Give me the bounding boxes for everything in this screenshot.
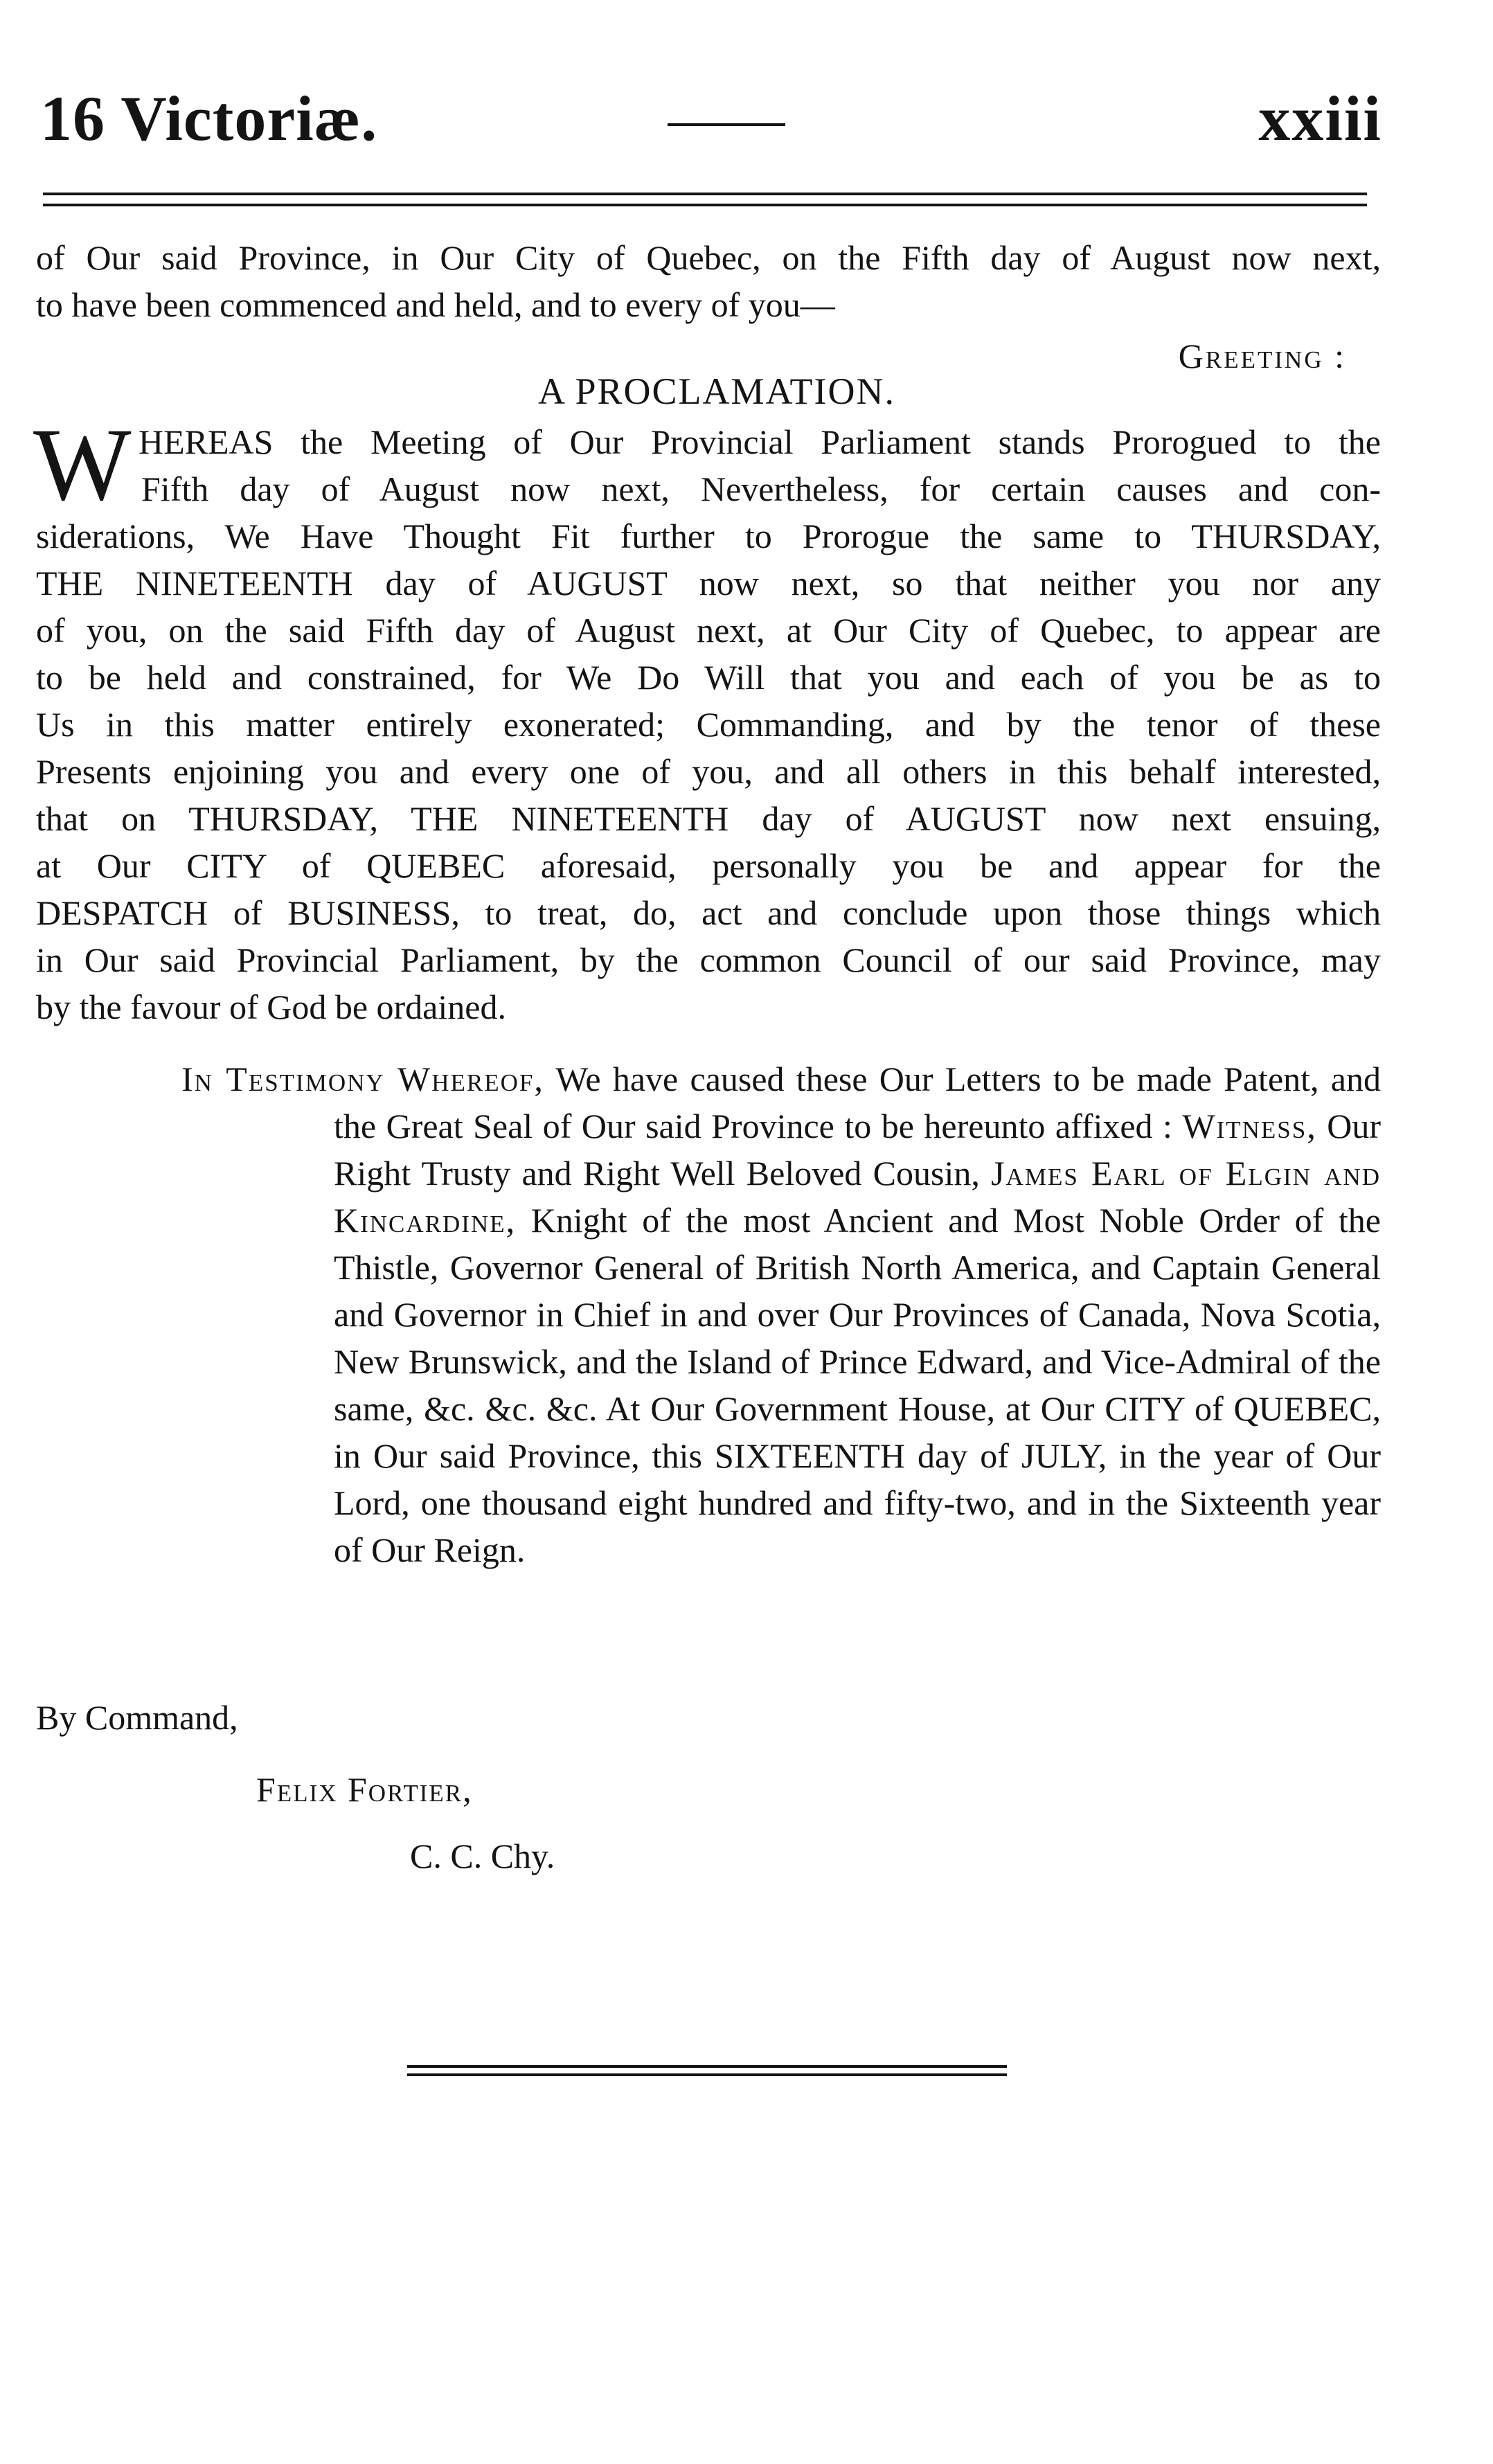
proclamation-line-8: Presents enjoining you and every one of you, and all others in this behalf interested, — [36, 752, 1381, 791]
opening-line-2: to have been commenced and held, and to every of you— — [36, 285, 835, 324]
testimony-text-3: Knight of the most Ancient and Most Noble Order of the Thistle, Governor General of British North America, and Captain General and Governor in Chief in and over Our Provinces of Canada, Nova Scotia, New Brunswick, and the Island of Prince Edward, and Vice-Admiral of the same, &c. &c. &c. At Our Government House, at Our CITY of QUEBEC, in Our said Province, this SIXTEENTH day of JULY, in the year of Our Lord, one thousand eight hundred and fifty-two, and in the Sixteenth year of Our Reign. — [334, 1201, 1381, 1569]
proclamation-line-4: THE NINETEENTH day of AUGUST now next, so that neither you nor any — [36, 564, 1381, 602]
proclamation-title: A PROCLAMATION. — [537, 371, 896, 412]
proclamation-line-11: DESPATCH of BUSINESS, to treat, do, act and conclude upon those things which — [36, 893, 1381, 932]
proclamation-line-10: at Our CITY of QUEBEC aforesaid, personally you be and appear for the — [36, 846, 1381, 885]
proclamation-line-13: by the favour of God be ordained. — [36, 988, 506, 1026]
testimony-text-1: We have caused these Our Letters to be made Patent, and the Great Seal of Our said Province to be hereunto affixed : — [334, 1060, 1381, 1145]
proclamation-line-9: that on THURSDAY, THE NINETEENTH day of AUGUST now next ensuing, — [36, 799, 1381, 838]
signer-name: Felix Fortier, — [256, 1770, 473, 1809]
proclamation-line-6: to be held and constrained, for We Do Will that you and each of you be as to — [36, 658, 1381, 697]
proclamation-line-7: Us in this matter entirely exonerated; Commanding, and by the tenor of these — [36, 705, 1381, 744]
running-head — [40, 82, 1382, 158]
proclamation-line-5: of you, on the said Fifth day of August next, at Our City of Quebec, to appear are — [36, 611, 1381, 650]
drop-cap: W — [33, 407, 132, 522]
proclamation-line-3: siderations, We Have Thought Fit further to Prorogue the same to THURSDAY, — [36, 517, 1381, 555]
testimony-paragraph — [181, 1055, 1381, 1573]
witness-label: Witness, — [1182, 1107, 1317, 1145]
by-command: By Command, — [36, 1698, 238, 1737]
running-head-dash — [668, 123, 785, 126]
proclamation-line-1: HEREAS the Meeting of Our Provincial Parliament stands Prorogued to the — [138, 422, 1381, 461]
testimony-lead: In Testimony Whereof, — [181, 1060, 544, 1098]
greeting: Greeting : — [1178, 337, 1346, 375]
page-number: xxiii — [1258, 83, 1382, 154]
governor-name: James Earl of Elgin and Kincardine, — [334, 1154, 1381, 1240]
closing-double-rule — [407, 2065, 1007, 2076]
signer-office: C. C. Chy. — [410, 1837, 555, 1875]
proclamation-line-12: in Our said Provincial Parliament, by the common Council of our said Province, may — [36, 940, 1381, 979]
testimony-text — [181, 1055, 1381, 1573]
proclamation-line-2: Fifth day of August now next, Nevertheless, for certain causes and con- — [141, 470, 1381, 508]
running-head-title: 16 Victoriæ. — [40, 83, 378, 154]
header-double-rule — [43, 193, 1367, 206]
opening-line-1: of Our said Province, in Our City of Quebec, on the Fifth day of August now next, — [36, 238, 1381, 277]
testimony-text-2: Our Right Trusty and Right Well Beloved Cousin, — [334, 1107, 1382, 1193]
